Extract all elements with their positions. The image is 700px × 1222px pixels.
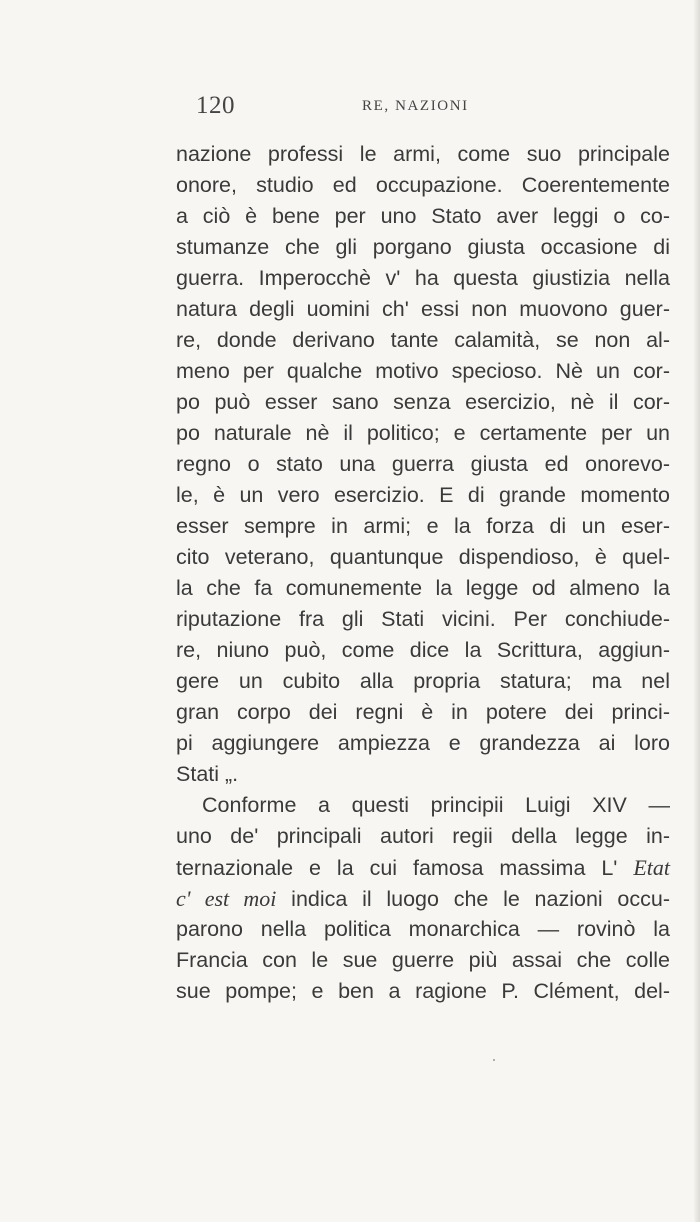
text-line: regno o stato una guerra giusta ed onorevo- (176, 452, 670, 476)
text-line: stumanze che gli porgano giusta occasione di (176, 235, 670, 259)
paragraph-start-line: Conforme a questi principii Luigi XIV — (202, 793, 670, 817)
running-head (196, 92, 670, 122)
text-line: le, è un vero esercizio. E di grande momento (176, 483, 670, 507)
text-line: nazione professi le armi, come suo principale (176, 142, 670, 166)
text-line: onore, studio ed occupazione. Coerentemente (176, 173, 670, 197)
paper-speck (493, 1059, 495, 1061)
text-line: sue pompe; e ben a ragione P. Clément, del- (176, 979, 670, 1003)
paragraph-end-line: Stati „. (176, 762, 239, 786)
text-line: re, donde derivano tante calamità, se non al- (176, 328, 670, 352)
text-line: parono nella politica monarchica — rovinò la (176, 917, 670, 941)
text-line: po può esser sano senza esercizio, nè il cor- (176, 390, 670, 414)
text-line: re, niuno può, come dice la Scrittura, aggiun- (176, 638, 670, 662)
page-number: 120 (196, 92, 235, 119)
text-line: gere un cubito alla propria statura; ma nel (176, 669, 670, 693)
text-line: gran corpo dei regni è in potere dei princi- (176, 700, 670, 724)
text-line: esser sempre in armi; e la forza di un eser- (176, 514, 670, 538)
text-line: la che fa comunemente la legge od almeno la (176, 576, 670, 600)
text-segment: ternazionale e la cui famosa massima L' (176, 856, 634, 880)
text-line: pi aggiungere ampiezza e grandezza ai loro (176, 731, 670, 755)
italic-phrase: c' est moi (176, 886, 277, 911)
text-line: cito veterano, quantunque dispendioso, è quel- (176, 545, 670, 569)
text-line: guerra. Imperocchè v' ha questa giustizia nella (176, 266, 670, 290)
text-line: po naturale nè il politico; e certamente per un (176, 421, 670, 445)
italic-phrase: Etat (633, 855, 670, 880)
running-title: RE, NAZIONI (362, 98, 469, 114)
text-line: meno per qualche motivo specioso. Nè un cor- (176, 359, 670, 383)
text-line (176, 852, 670, 883)
text-line: uno de' principali autori regii della legge in- (176, 824, 670, 848)
text-line: a ciò è bene per uno Stato aver leggi o co- (176, 204, 670, 228)
text-line: natura degli uomini ch' essi non muovono guer- (176, 297, 670, 321)
text-line: Francia con le sue guerre più assai che colle (176, 948, 670, 972)
page-edge-shadow (694, 0, 700, 1222)
text-segment: indica il luogo che le nazioni occu- (276, 887, 670, 911)
text-line: riputazione fra gli Stati vicini. Per conchiude- (176, 607, 670, 631)
body-text (176, 139, 670, 1007)
text-line (176, 883, 670, 914)
